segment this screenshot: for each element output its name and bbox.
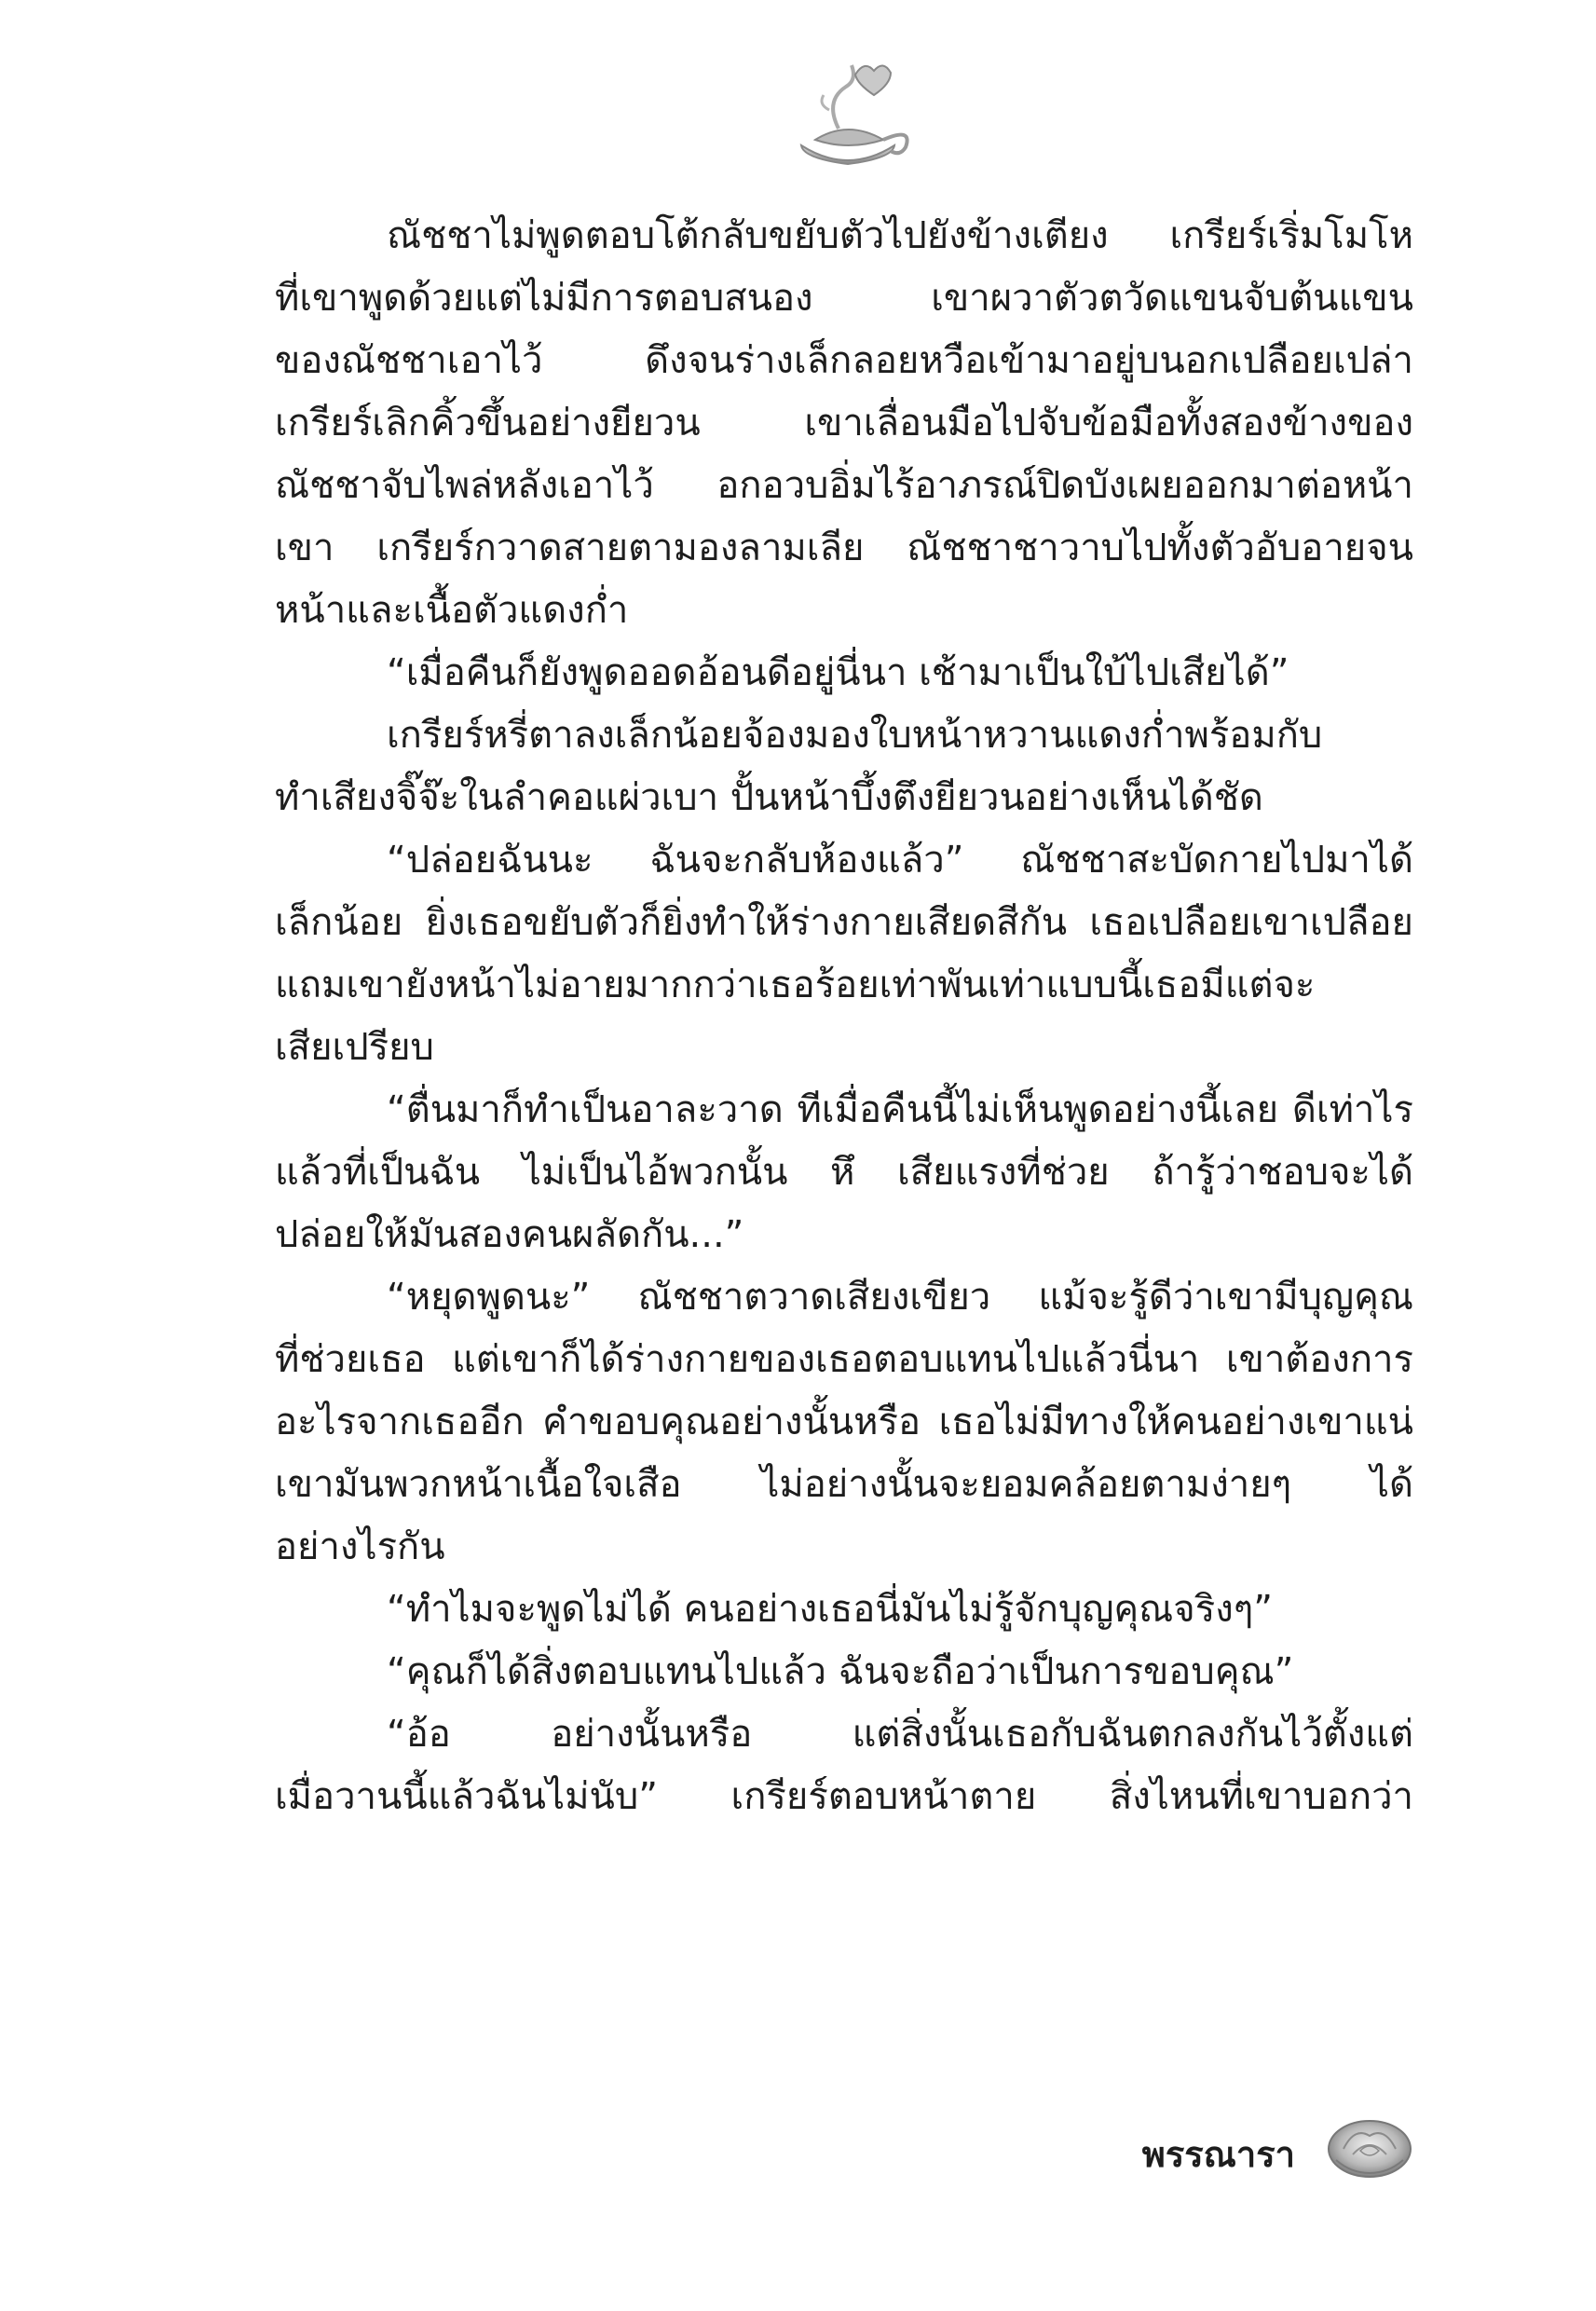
- text-line: “ปล่อยฉันนะ ฉันจะกลับห้องแล้ว” ณัชชาสะบัดกายไปมาได้: [387, 839, 1413, 882]
- text-line: ที่เขาพูดด้วยแต่ไม่มีการตอบสนอง เขาผวาตัวตวัดแขนจับต้นแขน: [275, 277, 1413, 320]
- text-line: เกรียร์เลิกคิ้วขึ้นอย่างยียวน เขาเลื่อนมือไปจับข้อมือทั้งสองข้างของ: [275, 402, 1413, 444]
- text-line: เกรียร์หรี่ตาลงเล็กน้อยจ้องมองใบหน้าหวานแดงก่ำพร้อมกับ: [387, 714, 1323, 757]
- text-line: “คุณก็ได้สิ่งตอบแทนไปแล้ว ฉันจะถือว่าเป็นการขอบคุณ”: [387, 1650, 1294, 1693]
- text-line: ปล่อยให้มันสองคนผลัดกัน...”: [275, 1213, 744, 1256]
- text-line: “หยุดพูดนะ” ณัชชาตวาดเสียงเขียว แม้จะรู้ดีว่าเขามีบุญคุณ: [387, 1276, 1413, 1319]
- text-line: ณัชชาไม่พูดตอบโต้กลับขยับตัวไปยังข้างเตียง เกรียร์เริ่มโมโห: [387, 214, 1413, 257]
- rose-icon: [1323, 2108, 1416, 2182]
- text-line: เขามันพวกหน้าเนื้อใจเสือ ไม่อย่างนั้นจะยอมคล้อยตามง่ายๆ ได้: [275, 1463, 1413, 1506]
- text-line: เขา เกรียร์กวาดสายตามองลามเลีย ณัชชาชาวาบไปทั้งตัวอับอายจน: [275, 526, 1413, 569]
- lamp-with-heart-icon: [773, 54, 922, 175]
- text-line: ณัชชาจับไพล่หลังเอาไว้ อกอวบอิ่มไร้อาภรณ์ปิดบังเผยออกมาต่อหน้า: [275, 464, 1413, 507]
- text-line: หน้าและเนื้อตัวแดงก่ำ: [275, 589, 629, 632]
- text-line: เสียเปรียบ: [275, 1026, 434, 1069]
- text-line: เล็กน้อย ยิ่งเธอขยับตัวก็ยิ่งทำให้ร่างกายเสียดสีกัน เธอเปลือยเขาเปลือย: [275, 901, 1413, 944]
- text-line: แถมเขายังหน้าไม่อายมากกว่าเธอร้อยเท่าพันเท่าแบบนี้เธอมีแต่จะ: [275, 964, 1316, 1006]
- book-title: พรรณารา: [1141, 2134, 1295, 2175]
- text-line: เมื่อวานนี้แล้วฉันไม่นับ” เกรียร์ตอบหน้าตาย สิ่งไหนที่เขาบอกว่า: [275, 1775, 1413, 1818]
- text-line: ของณัชชาเอาไว้ ดึงจนร่างเล็กลอยหวือเข้ามาอยู่บนอกเปลือยเปล่า: [275, 339, 1413, 382]
- text-line: ที่ช่วยเธอ แต่เขาก็ได้ร่างกายของเธอตอบแทนไปแล้วนี่นา เขาต้องการ: [275, 1338, 1413, 1381]
- text-line: “อ้อ อย่างนั้นหรือ แต่สิ่งนั้นเธอกับฉันตกลงกันไว้ตั้งแต่: [387, 1713, 1413, 1756]
- text-line: อย่างไรกัน: [275, 1525, 445, 1568]
- text-line: “เมื่อคืนก็ยังพูดออดอ้อนดีอยู่นี่นา เช้ามาเป็นใบ้ไปเสียได้”: [387, 651, 1289, 694]
- text-line: อะไรจากเธออีก คำขอบคุณอย่างนั้นหรือ เธอไม่มีทางให้คนอย่างเขาแน่: [275, 1401, 1413, 1443]
- body-text: [275, 205, 1413, 1828]
- text-line: “ตื่นมาก็ทำเป็นอาละวาด ทีเมื่อคืนนี้ไม่เห็นพูดอย่างนี้เลย ดีเท่าไร: [387, 1088, 1413, 1131]
- text-line: แล้วที่เป็นฉัน ไม่เป็นไอ้พวกนั้น หึ เสียแรงที่ช่วย ถ้ารู้ว่าชอบจะได้: [275, 1151, 1413, 1194]
- text-line: “ทำไมจะพูดไม่ได้ คนอย่างเธอนี่มันไม่รู้จักบุญคุณจริงๆ”: [387, 1588, 1273, 1631]
- text-line: ทำเสียงจิ๊จ๊ะในลำคอแผ่วเบา ปั้นหน้าบึ้งตึงยียวนอย่างเห็นได้ชัด: [275, 776, 1263, 819]
